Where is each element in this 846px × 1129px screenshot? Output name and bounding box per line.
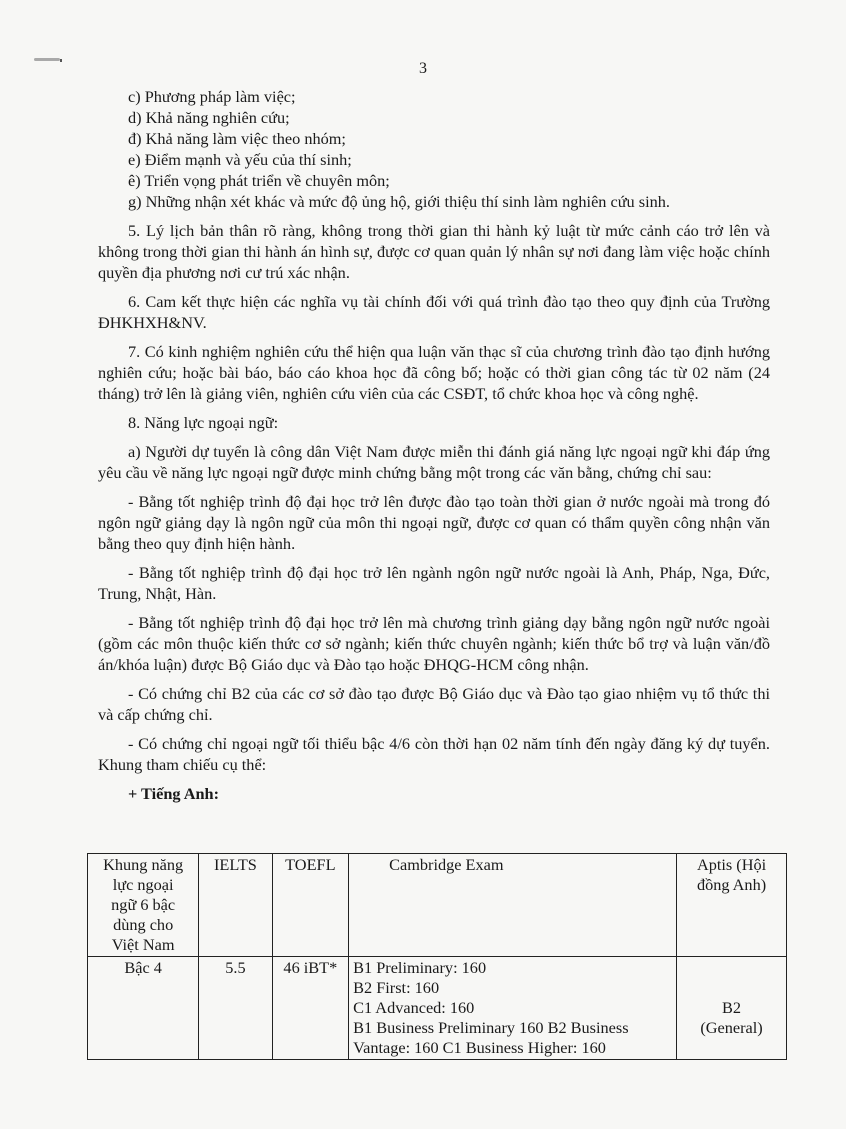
header-aptis	[677, 854, 787, 957]
english-heading: + Tiếng Anh:	[128, 784, 220, 803]
list-item-dd: đ) Khả năng làm việc theo nhóm;	[128, 129, 346, 148]
aptis-line: (General)	[700, 1017, 763, 1037]
header-framework	[88, 854, 199, 957]
table-row	[88, 957, 787, 1060]
header-framework-line: ngữ 6 bậc	[111, 895, 176, 914]
bullet-foreign-language-program: - Bằng tốt nghiệp trình độ đại học trở lên mà chương trình giảng dạy bằng ngôn ngữ nước ngoài (gồm các môn thuộc kiến thức cơ sở ngành; kiến thức chuyên ngành; kiến thức bổ trợ và luận văn/đồ án/khóa luận) được Bộ Giáo dục và Đào tạo hoặc ĐHQG-HCM công nhận.	[98, 613, 770, 674]
english-equivalence-table	[87, 853, 787, 1060]
bullet-language-major: - Bằng tốt nghiệp trình độ đại học trở lên ngành ngôn ngữ nước ngoài là Anh, Pháp, Nga, Đức, Trung, Nhật, Hàn.	[98, 563, 770, 603]
list-item-g: g) Những nhận xét khác và mức độ ủng hộ, giới thiệu thí sinh làm nghiên cứu sinh.	[128, 192, 670, 211]
header-framework-line: dùng cho	[113, 915, 174, 934]
cambridge-line: B1 Business Preliminary 160 B2 Business	[353, 1018, 629, 1037]
cambridge-line: B1 Preliminary: 160	[353, 958, 487, 977]
cambridge-line: C1 Advanced: 160	[353, 998, 475, 1017]
header-ielts: IELTS	[199, 854, 272, 957]
cambridge-line: Vantage: 160 C1 Business Higher: 160	[353, 1038, 606, 1057]
cell-level: Bậc 4	[88, 957, 199, 1060]
list-item-d: d) Khả năng nghiên cứu;	[128, 108, 290, 127]
bullet-b2-certificate: - Có chứng chỉ B2 của các cơ sở đào tạo được Bộ Giáo dục và Đào tạo giao nhiệm vụ tổ thức thi và cấp chứng chỉ.	[98, 684, 770, 724]
paragraph-5: 5. Lý lịch bản thân rõ ràng, không trong thời gian thi hành kỷ luật từ mức cảnh cáo trở lên và không trong thời gian thi hành án hình sự, được cơ quan quản lý nhân sự nơi đang làm việc hoặc chính quyền địa phương nơi cư trú xác nhận.	[98, 221, 770, 282]
header-toefl: TOEFL	[272, 854, 349, 957]
aptis-line: B2	[722, 997, 742, 1017]
table-header-row	[88, 854, 787, 957]
paragraph-7: 7. Có kinh nghiệm nghiên cứu thể hiện qua luận văn thạc sĩ của chương trình đào tạo định hướng nghiên cứu; hoặc bài báo, báo cáo khoa học đã công bố; hoặc có thời gian công tác từ 02 năm (24 tháng) trở lên là giảng viên, nghiên cứu viên của các CSĐT, tổ chức khoa học và công nghệ.	[98, 342, 770, 403]
paragraph-8a: a) Người dự tuyển là công dân Việt Nam được miễn thi đánh giá năng lực ngoại ngữ khi đáp ứng yêu cầu về năng lực ngoại ngữ được minh chứng bằng một trong các văn bằng, chứng chỉ sau:	[98, 442, 770, 482]
cambridge-line: B2 First: 160	[353, 978, 440, 997]
list-item-e: e) Điểm mạnh và yếu của thí sinh;	[128, 150, 352, 169]
cell-toefl: 46 iBT*	[272, 957, 349, 1060]
body-text	[98, 86, 770, 804]
list-item-ee: ê) Triển vọng phát triển về chuyên môn;	[128, 171, 390, 190]
cell-cambridge	[349, 957, 677, 1060]
list-item-c: c) Phương pháp làm việc;	[128, 87, 296, 106]
cell-ielts: 5.5	[199, 957, 272, 1060]
page-number: 3	[419, 60, 427, 77]
paragraph-8: 8. Năng lực ngoại ngữ:	[128, 413, 279, 432]
header-framework-line: Việt Nam	[111, 935, 175, 954]
cell-aptis	[677, 957, 787, 1060]
header-aptis-line: Aptis (Hội	[696, 855, 767, 874]
header-framework-line: lực ngoại	[112, 875, 174, 894]
header-aptis-line: đồng Anh)	[696, 875, 767, 894]
paragraph-6: 6. Cam kết thực hiện các nghĩa vụ tài chính đối với quá trình đào tạo theo quy định của Trường ĐHKHXH&NV.	[98, 292, 770, 332]
header-cambridge: Cambridge Exam	[349, 854, 677, 957]
bullet-foreign-degree: - Bằng tốt nghiệp trình độ đại học trở lên được đào tạo toàn thời gian ở nước ngoài mà trong đó ngôn ngữ giảng dạy là ngôn ngữ của môn thi ngoại ngữ, được cơ quan có thẩm quyền công nhận văn bằng theo quy định hiện hành.	[98, 492, 770, 553]
header-framework-line: Khung năng	[103, 855, 184, 874]
bullet-level4-certificate: - Có chứng chỉ ngoại ngữ tối thiểu bậc 4/6 còn thời hạn 02 năm tính đến ngày đăng ký dự tuyển. Khung tham chiếu cụ thể:	[98, 734, 770, 774]
